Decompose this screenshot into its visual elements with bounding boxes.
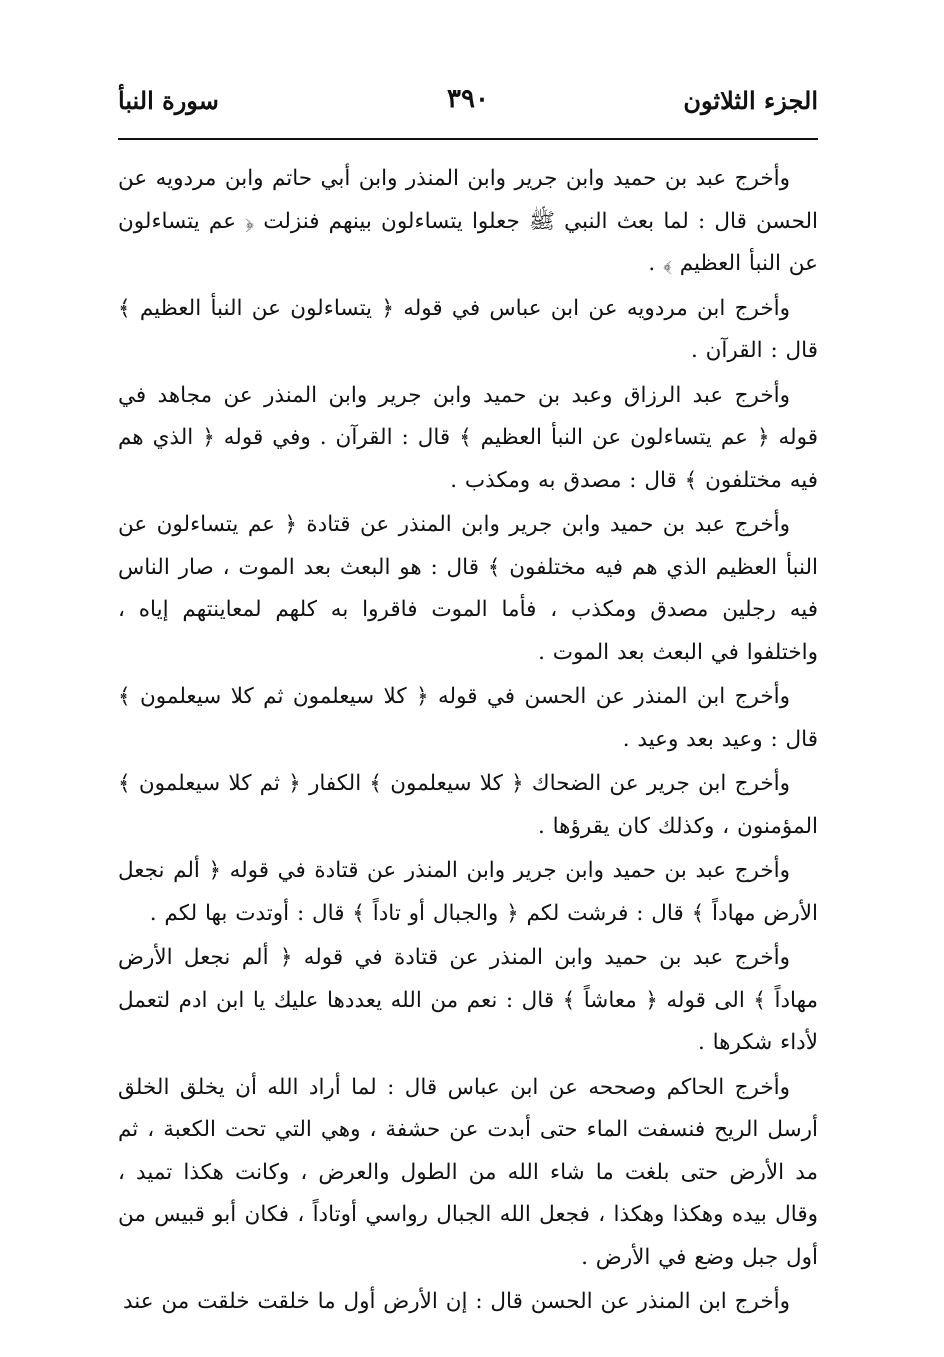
paragraph: وأخرج ابن المنذر عن الحسن في قوله ﴿ كلا سيعلمون ثم كلا سيعلمون ﴾ قال : وعيد بعد وعيد . [118,684,818,752]
paragraph: وأخرج عبد بن حميد وابن المنذر عن قتادة في قوله ﴿ ألم نجعل الأرض مهاداً ﴾ الى قوله ﴿ معاشاً ﴾ قال : نعم من الله يعددها عليك يا ابن ادم لتعمل لأداء شكرها . [118,945,818,1055]
paragraph: وأخرج عبد بن حميد وابن جرير وابن المنذر وابن أبي حاتم وابن مردويه عن الحسن قال : لما بعث النبي ﷺ جعلوا يتساءلون بينهم فنزلت ﴿ عم يتساءلون عن النبأ العظيم ﴾ . [118,166,818,276]
paragraph: وأخرج الحاكم وصححه عن ابن عباس قال : لما أراد الله أن يخلق الخلق أرسل الريح فنسفت الماء حتى أبدت عن حشفة ، وهي التي تحت الكعبة ، ثم مد الأرض حتى بلغت ما شاء الله من الطول والعرض ، وكانت هكذا تميد ، وقال بيده وهكذا وهكذا ، فجعل الله الجبال رواسي أوتاداً ، فكان أبو قبيس من أول جبل وضع في الأرض . [118,1074,818,1270]
juz-title: الجزء الثلاثون [683,86,818,115]
paragraph: وأخرج ابن جرير عن الضحاك ﴿ كلا سيعلمون ﴾ الكفار ﴿ ثم كلا سيعلمون ﴾ المؤمنون ، وكذلك كان يقرؤها . [118,771,818,839]
surah-title: سورة النبأ [118,86,219,115]
paragraph: وأخرج عبد بن حميد وابن جرير وابن المنذر عن قتادة ﴿ عم يتساءلون عن النبأ العظيم الذي هم فيه مختلفون ﴾ قال : هو البعث بعد الموت ، صار الناس فيه رجلين مصدق ومكذب ، فأما الموت فاقروا به كلهم لمعاينتهم إياه ، واختلفوا في البعث بعد الموت . [118,512,818,665]
page-header [118,80,818,140]
paragraph: وأخرج ابن المنذر عن الحسن قال : إن الأرض أول ما خلقت خلقت من عند [122,1289,790,1314]
book-page [118,80,818,1314]
paragraph: وأخرج عبد بن حميد وابن جرير وابن المنذر عن قتادة في قوله ﴿ ألم نجعل الأرض مهاداً ﴾ قال : فرشت لكم ﴿ والجبال أو تاداً ﴾ قال : أوتدت بها لكم . [118,858,818,926]
page-number: ٣٩٠ [447,84,489,114]
page-content [118,158,818,1324]
paragraph: وأخرج ابن مردويه عن ابن عباس في قوله ﴿ يتساءلون عن النبأ العظيم ﴾ قال : القرآن . [118,295,818,363]
paragraph: وأخرج عبد الرزاق وعبد بن حميد وابن جرير وابن المنذر عن مجاهد في قوله ﴿ عم يتساءلون عن النبأ العظيم ﴾ قال : القرآن . وفي قوله ﴿ الذي هم فيه مختلفون ﴾ قال : مصدق به ومكذب . [118,382,818,493]
